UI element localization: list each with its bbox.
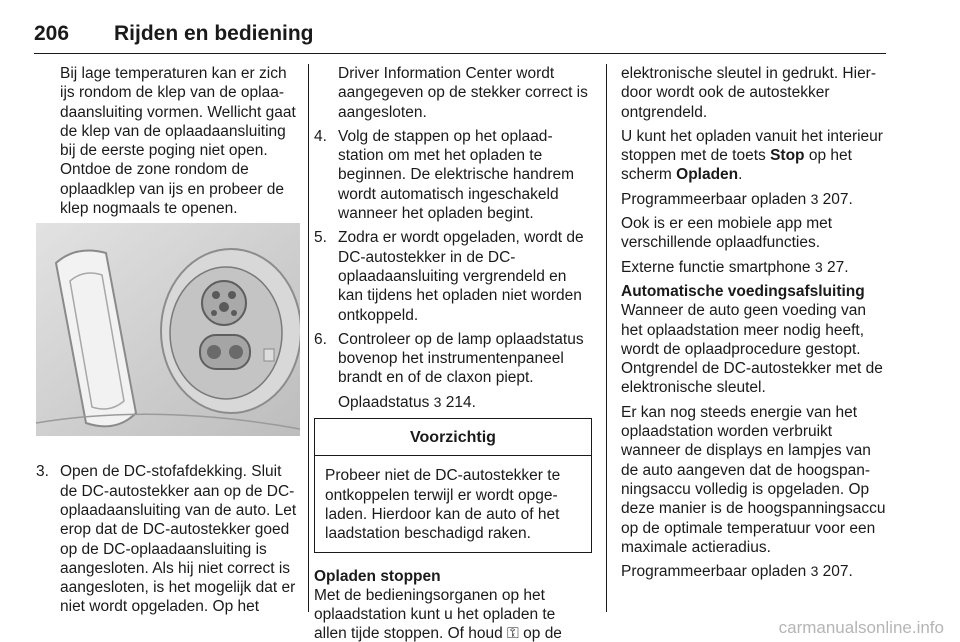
xref-page: 214. [445,393,476,411]
auto-shutoff-text: Wanneer de auto geen voeding van het oplaadstation meer nodig heeft, wordt de oplaadprocedure gestopt. Ontgrendel de DC-autostekker met de elektronische sleutel. [621,302,883,397]
column-middle [314,64,592,642]
xref-page: 207. [822,190,853,208]
interior-text-mid: op het scherm [621,147,852,184]
charging-port-illustration [36,223,300,436]
ice-paragraph: Bij lage temperaturen kan er zich ijs rondom de klep van de oplaadaansluiting vormen. Wellicht gaat de klep van de oplaadaansluiting bij de eerste poging niet open. Ontdoe de zone rondom de oplaadklep van ijs en probeer de klep nogmaals te openen. [60,65,296,218]
interior-stop-paragraph [621,127,889,185]
xref-arrow-icon: 3 [814,258,823,275]
step-text: Open de DC-stofafdekking. Sluit de DC-autostekker aan op de DC-oplaadaansluiting van de auto. Let erop dat de DC-autostekker goed op de DC-oplaadaansluiting is aangesloten. Als hij niet correct is aangesloten, is het mogelijk dat er niet wordt opgeladen. Op het [60,463,297,616]
xref-label: Oplaadstatus [338,393,430,411]
watermark: carmanualsonline.info [778,618,944,637]
step-number: 3. [36,463,49,481]
xref-programmable-charging-2[interactable] [621,562,889,581]
key-icon: ⚿ [507,625,519,642]
section-title: Rijden en bediening [114,22,314,45]
xref-label: Externe functie smartphone [621,258,811,276]
step-number: 4. [314,127,327,145]
stop-text-end: op de [523,625,562,642]
stop-button-label: Stop [770,147,805,165]
column-divider [606,64,607,612]
xref-label: Programmeerbaar opladen [621,190,807,208]
step-text: Zodra er wordt opgeladen, wordt de DC-autostekker in de DC-oplaadaansluiting vergrendeld en kan tijdens het opladen niet worden ontkoppeld. [338,229,584,324]
xref-arrow-icon: 3 [810,563,819,580]
page-header [34,20,886,54]
xref-smartphone[interactable] [621,258,889,277]
page-number: 206 [34,22,70,45]
charging-port-photo [36,223,300,436]
step-3 [36,462,300,616]
xref-charging-status[interactable] [314,393,592,412]
xref-label: Programmeerbaar opladen [621,563,807,581]
step-text: Volg de stappen op het oplaadstation om met het opladen te beginnen. De elektrische handrem wordt automatisch ingeschakeld wanneer het opladen begint. [338,127,575,223]
energy-paragraph: Er kan nog steeds energie van het oplaadstation worden verbruikt wanneer de displays en lampjes van de auto aangeven dat de hoogspanningsaccu volledig is opgeladen. Op deze manier is de hoogspanningsaccu op de optimale temperatuur voor een maximale actieradius. [621,403,886,556]
interior-text-end: . [738,166,743,184]
column-right [621,64,889,586]
step-5 [314,228,592,324]
caution-box [314,418,592,552]
caution-text: Probeer niet de DC-autostekker te ontkoppelen terwijl er wordt opgeladen. Hierdoor kan de auto of het laadstation beschadigd raken. [325,467,561,543]
stop-text: Met de bedieningsorganen op het oplaadstation kunt u het opladen te allen tijde stoppen. Of houd [314,586,556,642]
step-6 [314,330,592,388]
step-number: 6. [314,330,327,348]
app-paragraph: Ook is er een mobiele app met verschillende oplaadfuncties. [621,215,833,252]
caution-title: Voorzichtig [315,419,591,456]
step-number: 5. [314,229,327,247]
charging-screen-label: Opladen [676,166,739,184]
key-continuation: elektronische sleutel in gedrukt. Hierdoor wordt ook de autostekker ontgrendeld. [621,65,877,121]
stop-heading: Opladen stoppen [314,567,441,585]
xref-page: 27. [826,258,849,276]
xref-arrow-icon: 3 [810,190,819,207]
xref-arrow-icon: 3 [433,393,442,410]
interior-text: U kunt het opladen vanuit het interieur stoppen met de toets [621,127,883,165]
step-4 [314,127,592,223]
step-continuation: Driver Information Center wordt aangegeven op de stekker correct is aangesloten. [338,65,588,121]
xref-page: 207. [822,563,853,581]
auto-shutoff-heading: Automatische voedingsafsluiting [621,282,865,300]
column-divider [308,64,309,612]
step-text: Controleer op de lamp oplaadstatus bovenop het instrumentenpaneel brandt en of de claxon piept. [338,330,584,387]
stop-paragraph [314,586,592,642]
column-left [36,64,300,622]
xref-programmable-charging[interactable] [621,190,889,209]
